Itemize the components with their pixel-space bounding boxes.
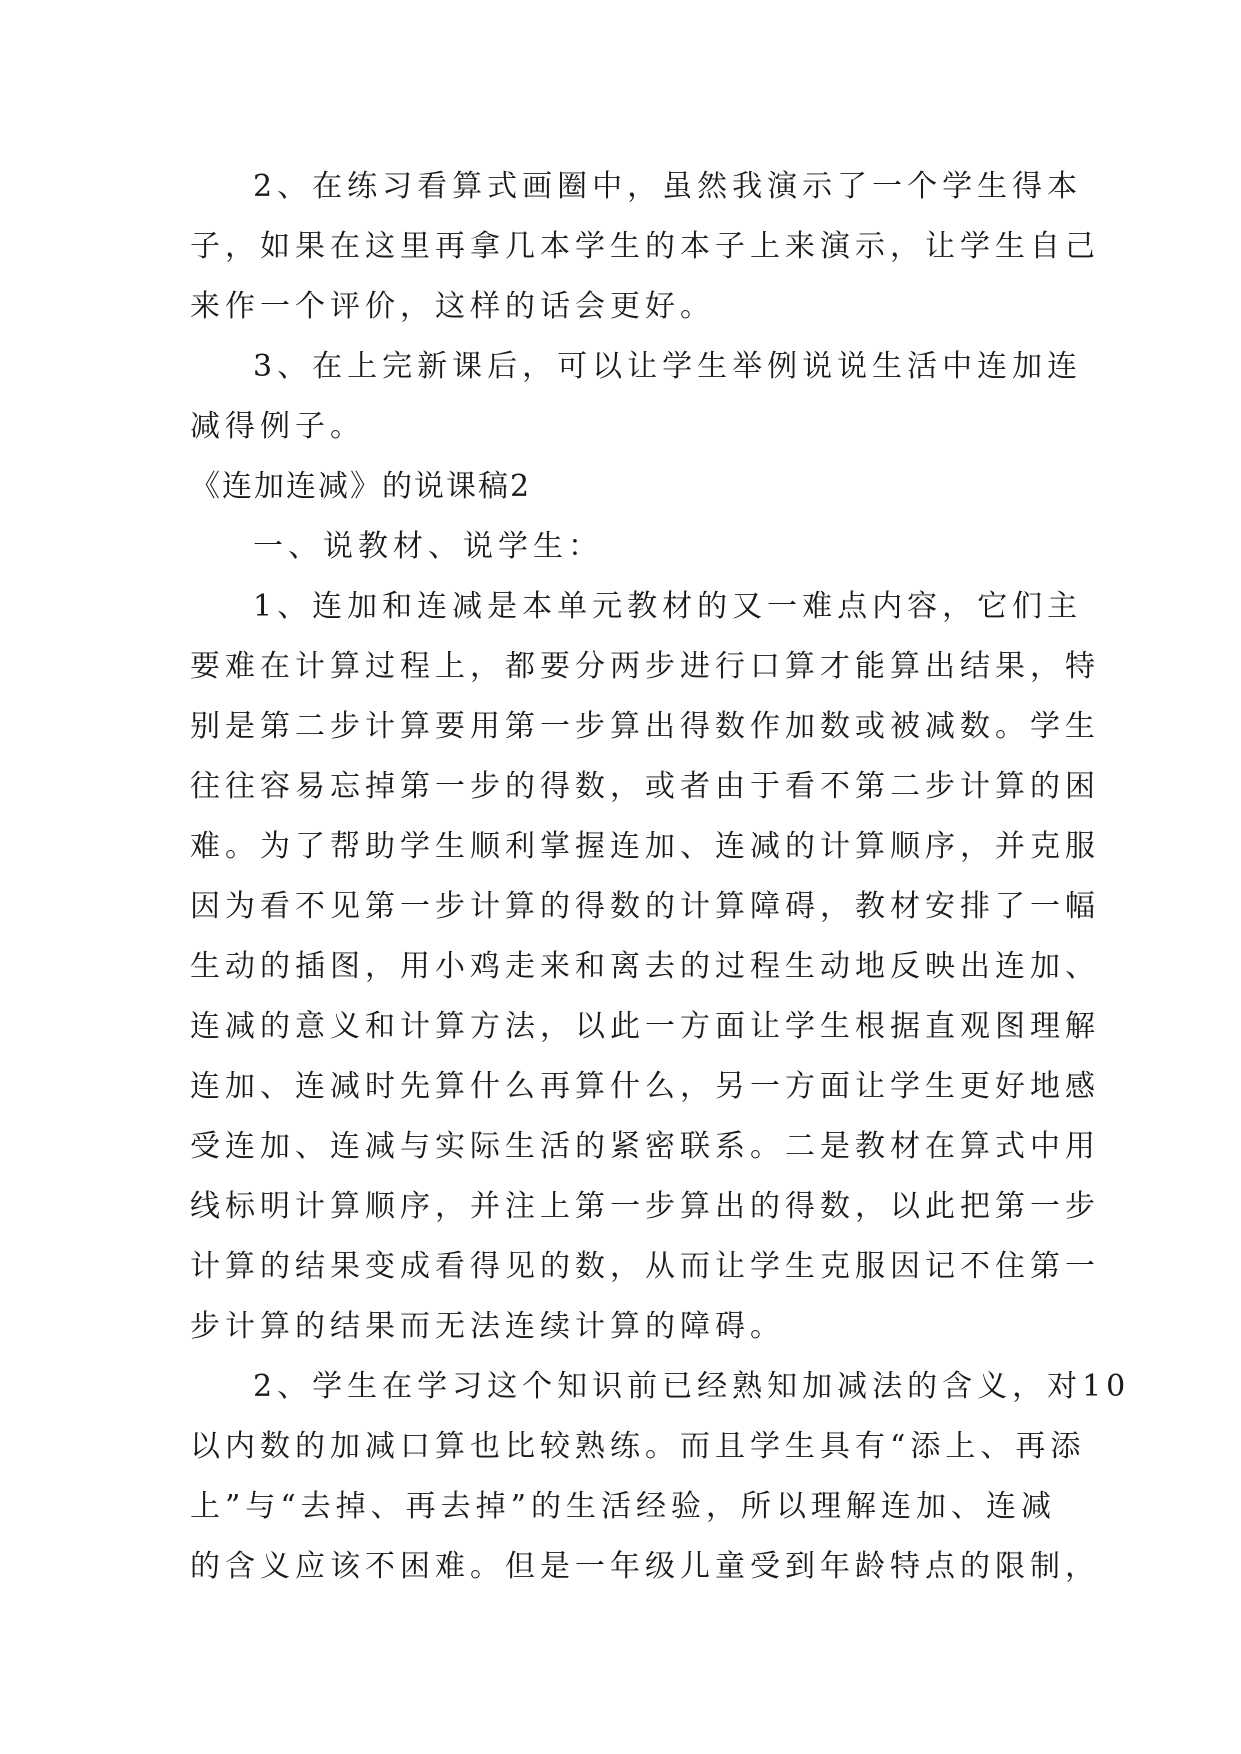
paragraph-line: 难。为了帮助学生顺利掌握连加、连减的计算顺序，并克服 xyxy=(190,829,1100,864)
paragraph-line: 子，如果在这里再拿几本学生的本子上来演示，让学生自己 xyxy=(190,229,1100,264)
paragraph-line: 要难在计算过程上，都要分两步进行口算才能算出结果，特 xyxy=(190,649,1100,684)
paragraph-line: 3、在上完新课后，可以让学生举例说说生活中连加连 xyxy=(253,349,1083,384)
paragraph-line: 线标明计算顺序，并注上第一步算出的得数，以此把第一步 xyxy=(190,1189,1100,1224)
paragraph-line: 因为看不见第一步计算的得数的计算障碍，教材安排了一幅 xyxy=(190,889,1100,924)
paragraph-line: 受连加、连减与实际生活的紧密联系。二是教材在算式中用 xyxy=(190,1129,1100,1164)
paragraph-line: 生动的插图，用小鸡走来和离去的过程生动地反映出连加、 xyxy=(190,949,1100,984)
paragraph-line: 往往容易忘掉第一步的得数，或者由于看不第二步计算的困 xyxy=(190,769,1100,804)
paragraph-line: 步计算的结果而无法连续计算的障碍。 xyxy=(190,1309,785,1344)
paragraph-line: 来作一个评价，这样的话会更好。 xyxy=(190,289,715,324)
paragraph-line: 连减的意义和计算方法，以此一方面让学生根据直观图理解 xyxy=(190,1009,1100,1044)
section-heading: 《连加连减》的说课稿2 xyxy=(190,469,532,504)
paragraph-line: 以内数的加减口算也比较熟练。而且学生具有“添上、再添 xyxy=(190,1429,1086,1464)
paragraph-line: 的含义应该不困难。但是一年级儿童受到年龄特点的限制， xyxy=(190,1549,1100,1584)
paragraph-line: 2、学生在学习这个知识前已经熟知加减法的含义，对10 xyxy=(253,1369,1131,1404)
section-title: 一、说教材、说学生： xyxy=(253,529,603,564)
paragraph-line: 计算的结果变成看得见的数，从而让学生克服因记不住第一 xyxy=(190,1249,1100,1284)
paragraph-line: 减得例子。 xyxy=(190,409,365,444)
paragraph-line: 别是第二步计算要用第一步算出得数作加数或被减数。学生 xyxy=(190,709,1100,744)
paragraph-line: 2、在练习看算式画圈中，虽然我演示了一个学生得本 xyxy=(253,169,1083,204)
paragraph-line: 连加、连减时先算什么再算什么，另一方面让学生更好地感 xyxy=(190,1069,1100,1104)
paragraph-line: 上”与“去掉、再去掉”的生活经验，所以理解连加、连减 xyxy=(190,1489,1057,1524)
paragraph-line: 1、连加和连减是本单元教材的又一难点内容，它们主 xyxy=(253,589,1083,624)
